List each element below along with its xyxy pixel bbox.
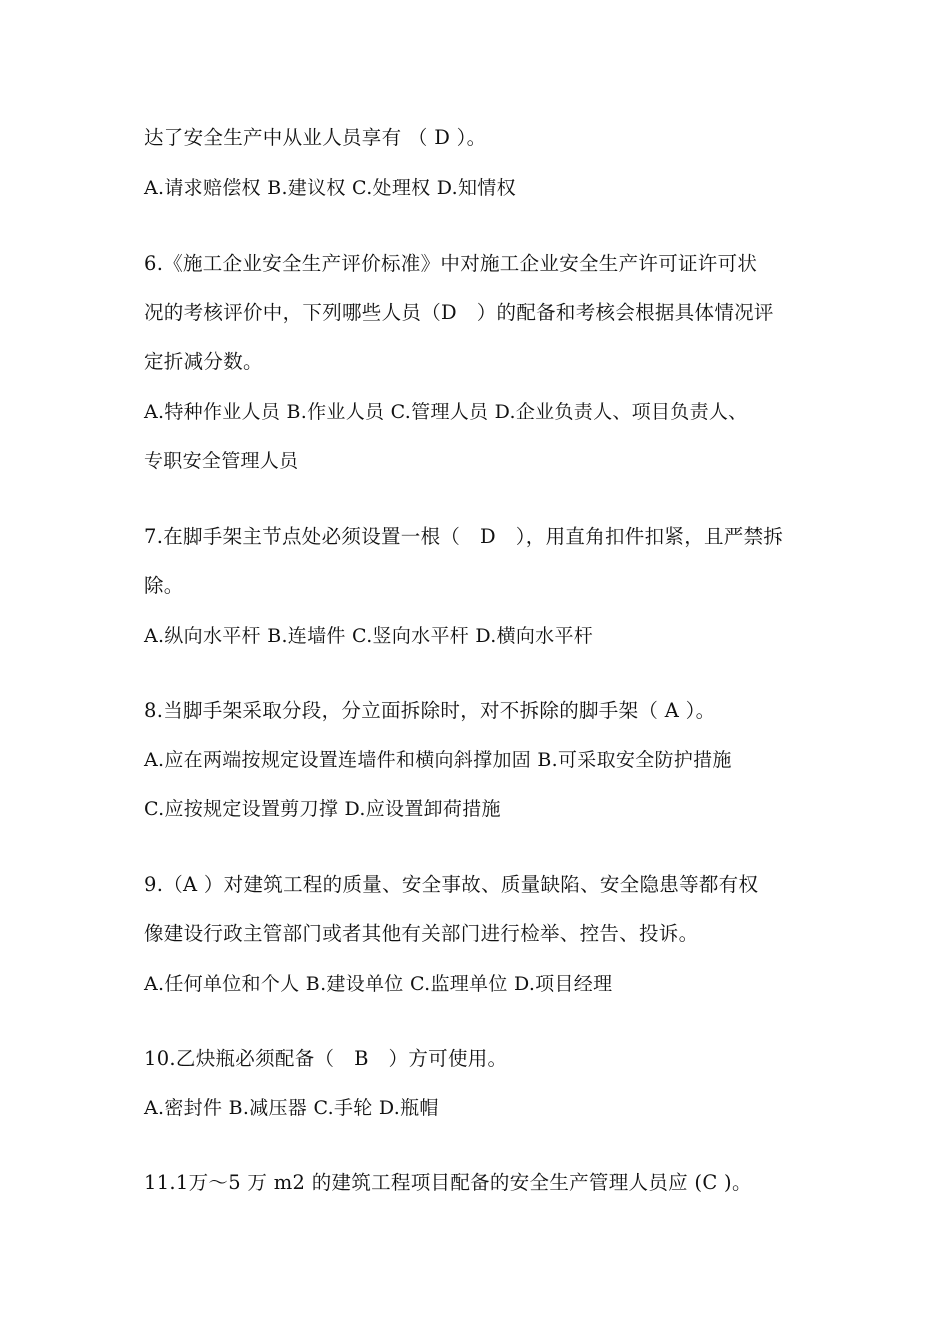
question-6-options-line-1: A.特种作业人员 B.作业人员 C.管理人员 D.企业负责人、项目负责人、 (144, 401, 748, 423)
question-5-stem-end: 达了安全生产中从业人员享有 （ D ）。 (144, 126, 487, 149)
question-9-stem-line-1: 9.（A ）对建筑工程的质量、安全事故、质量缺陷、安全隐患等都有权 (144, 873, 759, 896)
question-7-stem-line-1: 7.在脚手架主节点处必须设置一根（ D ），用直角扣件扣紧，且严禁拆 (144, 525, 784, 548)
question-6-stem-line-2: 况的考核评价中，下列哪些人员（D ）的配备和考核会根据具体情况评 (144, 301, 774, 324)
question-8-options-line-1: A.应在两端按规定设置连墙件和横向斜撑加固 B.可采取安全防护措施 (144, 749, 732, 771)
question-9-options: A.任何单位和个人 B.建设单位 C.监理单位 D.项目经理 (144, 973, 613, 995)
question-9-stem-line-2: 像建设行政主管部门或者其他有关部门进行检举、控告、投诉。 (144, 922, 699, 945)
question-6-stem-line-1: 6.《施工企业安全生产评价标准》中对施工企业安全生产许可证许可状 (144, 252, 758, 275)
question-5-options: A.请求赔偿权 B.建议权 C.处理权 D.知情权 (144, 177, 516, 199)
question-10-stem: 10.乙炔瓶必须配备（ B ）方可使用。 (144, 1047, 508, 1070)
question-7-stem-line-2: 除。 (144, 574, 184, 597)
question-8-options-line-2: C.应按规定设置剪刀撑 D.应设置卸荷措施 (144, 798, 501, 820)
question-8-stem: 8.当脚手架采取分段，分立面拆除时，对不拆除的脚手架（ A ）。 (144, 699, 716, 722)
question-7-options: A.纵向水平杆 B.连墙件 C.竖向水平杆 D.横向水平杆 (144, 625, 594, 647)
question-6-stem-line-3: 定折减分数。 (144, 350, 263, 373)
question-10-options: A.密封件 B.减压器 C.手轮 D.瓶帽 (144, 1097, 439, 1119)
question-6-options-line-2: 专职安全管理人员 (144, 450, 299, 472)
question-11-stem: 11.1万～5 万 m2 的建筑工程项目配备的安全生产管理人员应 (C )。 (144, 1171, 752, 1194)
